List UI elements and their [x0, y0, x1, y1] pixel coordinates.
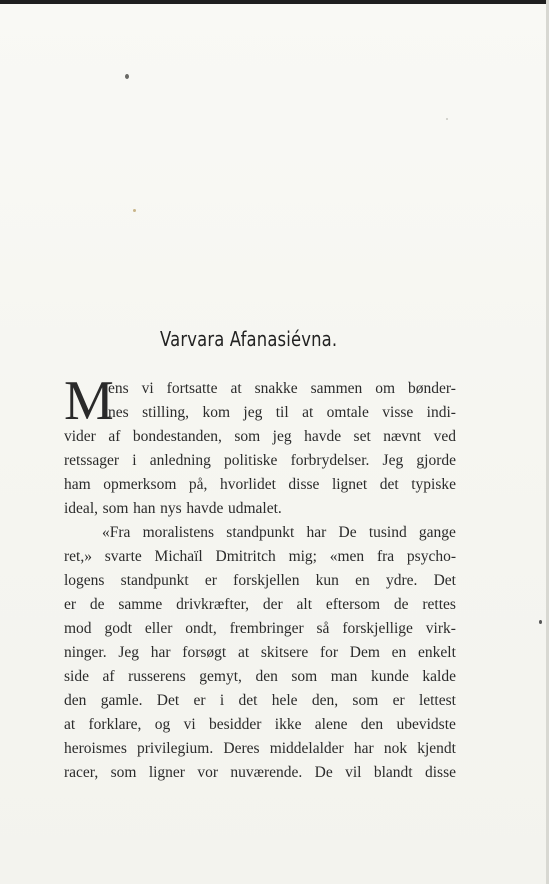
text-line: er de samme drivkræfter, der alt eftersom de rettes: [64, 596, 456, 613]
ink-speck: [446, 118, 448, 120]
drop-cap: M: [64, 370, 114, 432]
body-text: [64, 370, 456, 785]
text-line: side af russerens gemyt, den som man kunde kalde: [64, 668, 456, 685]
chapter-title: Varvara Afanasiévna.: [160, 327, 338, 351]
text-line: ret,» svarte Michaïl Dmitritch mig; «men fra psycho-: [64, 548, 456, 565]
text-line: vider af bondestanden, som jeg havde set nævnt ved: [64, 428, 456, 445]
text-line: ham opmerksom på, hvorlidet disse lignet det typiske: [64, 476, 456, 493]
ink-speck: [125, 74, 129, 79]
text-line: ideal, som han nys havde udmalet.: [64, 500, 282, 517]
text-line: nes stilling, kom jeg til at omtale visse indi-: [108, 404, 456, 421]
text-line: mod godt eller ondt, frembringer så forskjellige virk-: [64, 620, 456, 637]
text-line: racer, som ligner vor nuværende. De vil blandt disse: [64, 764, 456, 781]
text-line: ninger. Jeg har forsøgt at skitsere for Dem en enkelt: [64, 644, 456, 661]
text-line: «Fra moralistens standpunkt har De tusind gange: [102, 524, 456, 541]
text-line: ens vi fortsatte at snakke sammen om bønder-: [108, 380, 456, 397]
ink-speck: [539, 620, 542, 624]
text-line: retssager i anledning politiske forbrydelser. Jeg gjorde: [64, 452, 456, 469]
text-line: logens standpunkt er forskjellen kun en ydre. Det: [64, 572, 456, 589]
top-edge-rule: [0, 0, 549, 4]
text-line: heroismes privilegium. Deres middelalder har nok kjendt: [64, 740, 456, 757]
ink-speck: [133, 209, 136, 212]
text-line: den gamle. Det er i det hele den, som er lettest: [64, 692, 456, 709]
text-line: at forklare, og vi besidder ikke alene den ubevidste: [64, 716, 456, 733]
